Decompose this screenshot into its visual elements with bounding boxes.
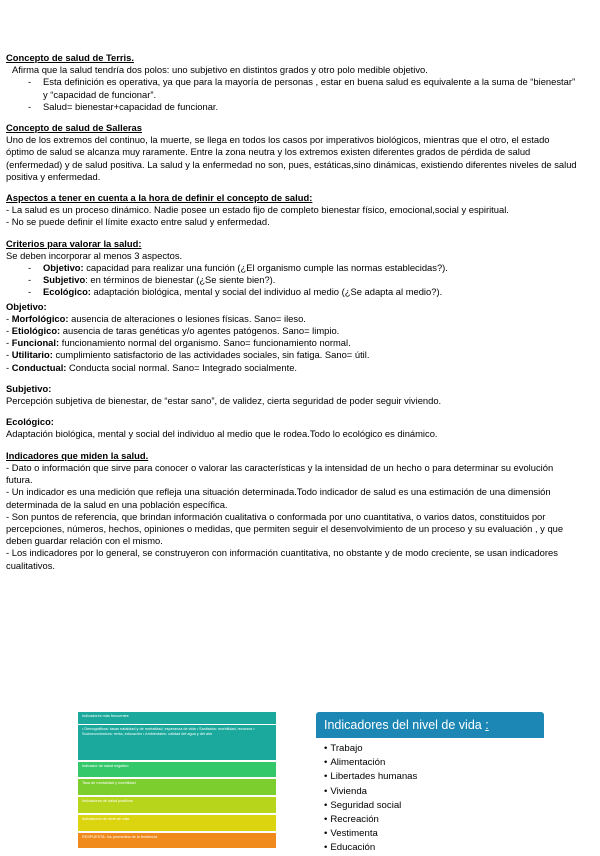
document-body [6,52,578,581]
objetivo-term: Funcional: [11,337,60,349]
section-salleras [6,122,578,183]
objetivo-text: ausencia de alteraciones o lesiones físicas. Sano= ileso. [68,312,306,324]
objetivo-term: Utilitario: [11,349,53,361]
heading-subjetivo: Subjetivo: [6,382,52,394]
terris-intro: Afirma que la salud tendría dos polos: uno subjetivo en distintos grados y otro polo medible objetivo. [12,64,428,76]
objetivo-term: Etiológico: [11,325,61,337]
criterio-text: capacidad para realizar una función (¿El organismo cumple las normas establecidas?). [83,262,448,274]
terris-bullet: - Salud= bienestar+capacidad de funcionar. [6,101,578,113]
slide-list [316,738,544,856]
indicadores-line: - Dato o información que sirve para conocer o valorar las características y la intensidad de un hecho o para determinar su evolución futura. [6,461,554,486]
ecologico-text: Adaptación biológica, mental y social del individuo al medio que le rodea.Todo lo ecológico es dinámico. [6,428,438,440]
criterio-text: adaptación biológica, mental y social del individuo al medio (¿Se adapta al medio?). [90,286,443,298]
criterio-bullet [6,262,578,274]
slide-list-item: • Educación [324,841,544,855]
diagram-row: Indicadores de salud positivos [78,795,276,813]
heading-salleras: Concepto de salud de Salleras [6,122,142,134]
slide-title-suffix: : [485,718,489,732]
objetivo-text: ausencia de taras genéticas y/o agentes patógenos. Sano= limpio. [60,325,340,337]
slide-list-item: • Trabajo [324,742,544,756]
objetivo-term: Morfológico: [11,312,69,324]
objetivo-text: Conducta social normal. Sano= Integrado socialmente. [66,361,298,373]
slide-title-text: Indicadores del nivel de vida [324,718,482,732]
heading-ecologico: Ecológico: [6,416,54,428]
heading-indicadores: Indicadores que miden la salud. [6,449,149,461]
section-objetivo [6,301,578,374]
diagram-row: Indicadores de nivel de vida [78,813,276,831]
slide-list-item: • Vivienda [324,785,544,799]
objetivo-item: - Etiológico: ausencia de taras genéticas y/o agentes patógenos. Sano= limpio. [6,325,340,337]
slide-list-item: • Libertades humanas [324,770,544,784]
slide-list-item: • Recreación [324,813,544,827]
slide-list-item: • Alimentación [324,756,544,770]
diagram-row: Tasa de mortalidad y morbilidad [78,777,276,795]
aspectos-line: - No se puede definir el límite exacto entre salud y enfermedad. [6,216,270,228]
heading-criterios: Criterios para valorar la salud: [6,237,142,249]
nivel-de-vida-slide [316,712,544,854]
slide-list-item: • Vestimenta [324,827,544,841]
heading-objetivo: Objetivo: [6,300,47,312]
subjetivo-text: Percepción subjetiva de bienestar, de “estar sano”, de validez, cierta seguridad de poder seguir viviendo. [6,395,442,407]
criterio-text: : en términos de bienestar (¿Se siente bien?). [85,274,276,286]
indicadores-line: - Un indicador es una medición que refleja una situación determinada.Todo indicador de salud es una estimación de una dimensión determinada de la salud en una población específica. [6,486,551,510]
objetivo-text: funcionamiento normal del organismo. Sano= funcionamiento normal. [59,337,351,349]
salleras-text: Uno de los extremos del continuo, la muerte, se llega en todos los casos por imperativos biológicos, mientras que el otro, el estado óptimo de salud se alcanza muy raramente. Entre la zona neutra y los extremos existen diferentes grados de pérdida de salud (enfermedad) y de salud positiva. La salud y la enfermedad no son, pues, estáticas,sino dinámicas, existiendo diferentes niveles de salud positiva y enfermedad. [6,134,577,182]
slide-list-item: • Seguridad social [324,799,544,813]
objetivo-item: - Funcional: funcionamiento normal del organismo. Sano= funcionamiento normal. [6,337,351,349]
criterio-term: Objetivo: [43,262,84,274]
section-aspectos [6,192,578,229]
slide-title [316,712,544,738]
objetivo-term: Conductual: [11,361,67,373]
criterio-bullet [6,286,578,298]
heading-aspectos: Aspectos a tener en cuenta a la hora de definir el concepto de salud: [6,192,313,204]
section-indicadores [6,450,578,572]
criterio-term: Subjetivo [43,274,86,286]
diagram-row: RESPUESTA: los promedios de la tendencia [78,831,276,848]
indicadores-line: - Los indicadores por lo general, se construyeron con información cuantitativa, no obstante y de modo creciente, se usan indicadores cualitativos. [6,547,558,571]
objetivo-item: - Morfológico: ausencia de alteraciones o lesiones físicas. Sano= ileso. [6,312,306,324]
diagram-row: • Demográficos: tasas natalidad y de mortalidad, esperanza de vida • Sanitarios: morbilidad, recursos • Socioeconómicos: renta, educación • Ambientales: calidad del agua y del aire [78,724,276,760]
terris-bullet: - Esta definición es operativa, ya que para la mayoría de personas , estar en buena salud es equivalente a la suma de “bienestar” y “capacidad de funcionar”. [6,76,578,100]
section-ecologico [6,416,578,440]
criterios-intro: Se deben incorporar al menos 3 aspectos. [6,249,183,261]
objetivo-text: cumplimiento satisfactorio de las actividades sociales, sin fatiga. Sano= útil. [52,349,370,361]
diagram-row: Indicador de salud negativo [78,760,276,777]
objetivo-item: - Utilitario: cumplimiento satisfactorio de las actividades sociales, sin fatiga. Sano= útil. [6,349,370,361]
indicadores-diagram [78,712,276,848]
section-criterios [6,238,578,299]
criterio-term: Ecológico: [43,286,91,298]
objetivo-item: - Conductual: Conducta social normal. Sano= Integrado socialmente. [6,361,298,373]
aspectos-line: - La salud es un proceso dinámico. Nadie posee un estado fijo de completo bienestar físico, emocional,social y espiritual. [6,204,509,216]
section-terris [6,52,578,113]
diagram-row: Indicadores más frecuentes [78,712,276,724]
section-subjetivo [6,383,578,407]
heading-terris: Concepto de salud de Terris. [6,52,134,63]
indicadores-line: - Son puntos de referencia, que brindan información cualitativa o conformada por uno cuantitativa, o varios datos, constituidos por percepciones, números, hechos, opiniones o medidas, que permiten seguir el desenvolvimiento de un proceso y su evaluación , y que deben guardar relación con el mismo. [6,510,564,547]
criterio-bullet [6,274,578,286]
